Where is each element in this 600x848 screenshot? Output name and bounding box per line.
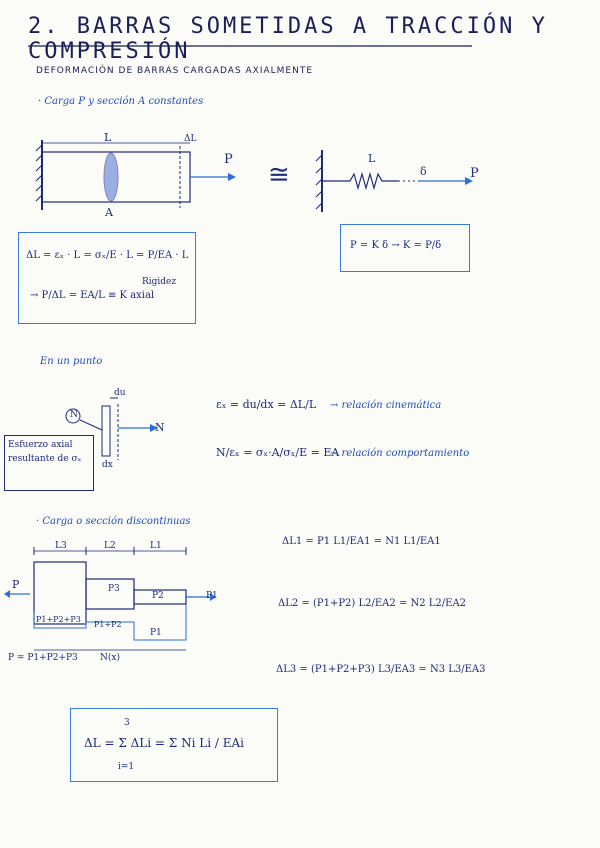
spring-delta-label: δ	[420, 165, 427, 178]
strain-equation: εₓ = du/dx = ΔL/L	[216, 398, 317, 411]
delta-l1-equation: ΔL1 = P1 L1/EA1 = N1 L1/EA1	[282, 536, 441, 547]
sum-upper: 3	[124, 718, 130, 728]
page-title: 2. BARRAS SOMETIDAS A TRACCIÓN Y COMPRESIÓN	[28, 14, 548, 64]
behaviour-label: → relación comportamiento	[330, 448, 470, 459]
length-l2: L2	[104, 541, 116, 551]
load-p: P	[12, 578, 20, 591]
section1-heading: · Carga P y sección A constantes	[38, 96, 204, 107]
bar-length-label: L	[104, 131, 112, 144]
area-label: A	[105, 206, 113, 219]
du-label: du	[114, 388, 126, 398]
normal-force-label: N	[155, 421, 165, 434]
node-label: N	[70, 410, 78, 420]
load-p1: P1	[206, 591, 218, 601]
inner-force-3: P1+P2+P3	[36, 615, 81, 624]
axial-stiffness-equation: → P/ΔL = EA/L ≡ K axial	[30, 290, 155, 301]
behaviour-equation: N/εₓ = σₓ·A/σₓ/E = EA	[216, 446, 340, 459]
kinematic-label: → relación cinemática	[330, 400, 442, 411]
deformation-equation: ΔL = εₓ · L = σₓ/E · L = P/EA · L	[26, 250, 189, 261]
length-l3: L3	[55, 541, 67, 551]
load-p3: P3	[108, 584, 120, 594]
dx-label: dx	[102, 460, 113, 470]
subtitle: DEFORMACIÓN DE BARRAS CARGADAS AXIALMENTE	[36, 66, 314, 76]
sum-lower: i=1	[118, 762, 135, 772]
axial-force-note: Esfuerzo axial resultante de σₓ	[4, 435, 94, 491]
inner-force-1: P1	[150, 628, 162, 638]
approx-symbol: ≅	[268, 160, 290, 190]
load-p2: P2	[152, 591, 164, 601]
section3-heading: · Carga o sección discontinuas	[36, 516, 191, 527]
total-elongation-equation: ΔL = Σ ΔLi = Σ Ni Li / EAi	[84, 736, 244, 750]
delta-l2-equation: ΔL2 = (P1+P2) L2/EA2 = N2 L2/EA2	[278, 598, 467, 609]
force-p-label: P	[224, 152, 233, 167]
inner-force-2: P1+P2	[94, 620, 122, 629]
nx-label: N(x)	[100, 653, 120, 663]
spring-force-label: P	[470, 166, 479, 181]
spring-length-label: L	[368, 152, 376, 165]
delta-l3-equation: ΔL3 = (P1+P2+P3) L3/EA3 = N3 L3/EA3	[276, 664, 486, 675]
stiffness-label: Rigidez	[142, 277, 177, 287]
delta-l-label: ΔL	[184, 134, 197, 144]
sum-of-loads: P = P1+P2+P3	[8, 653, 78, 663]
section2-heading: En un punto	[40, 356, 103, 367]
spring-equation: P = K δ → K = P/δ	[350, 240, 442, 251]
length-l1: L1	[150, 541, 162, 551]
